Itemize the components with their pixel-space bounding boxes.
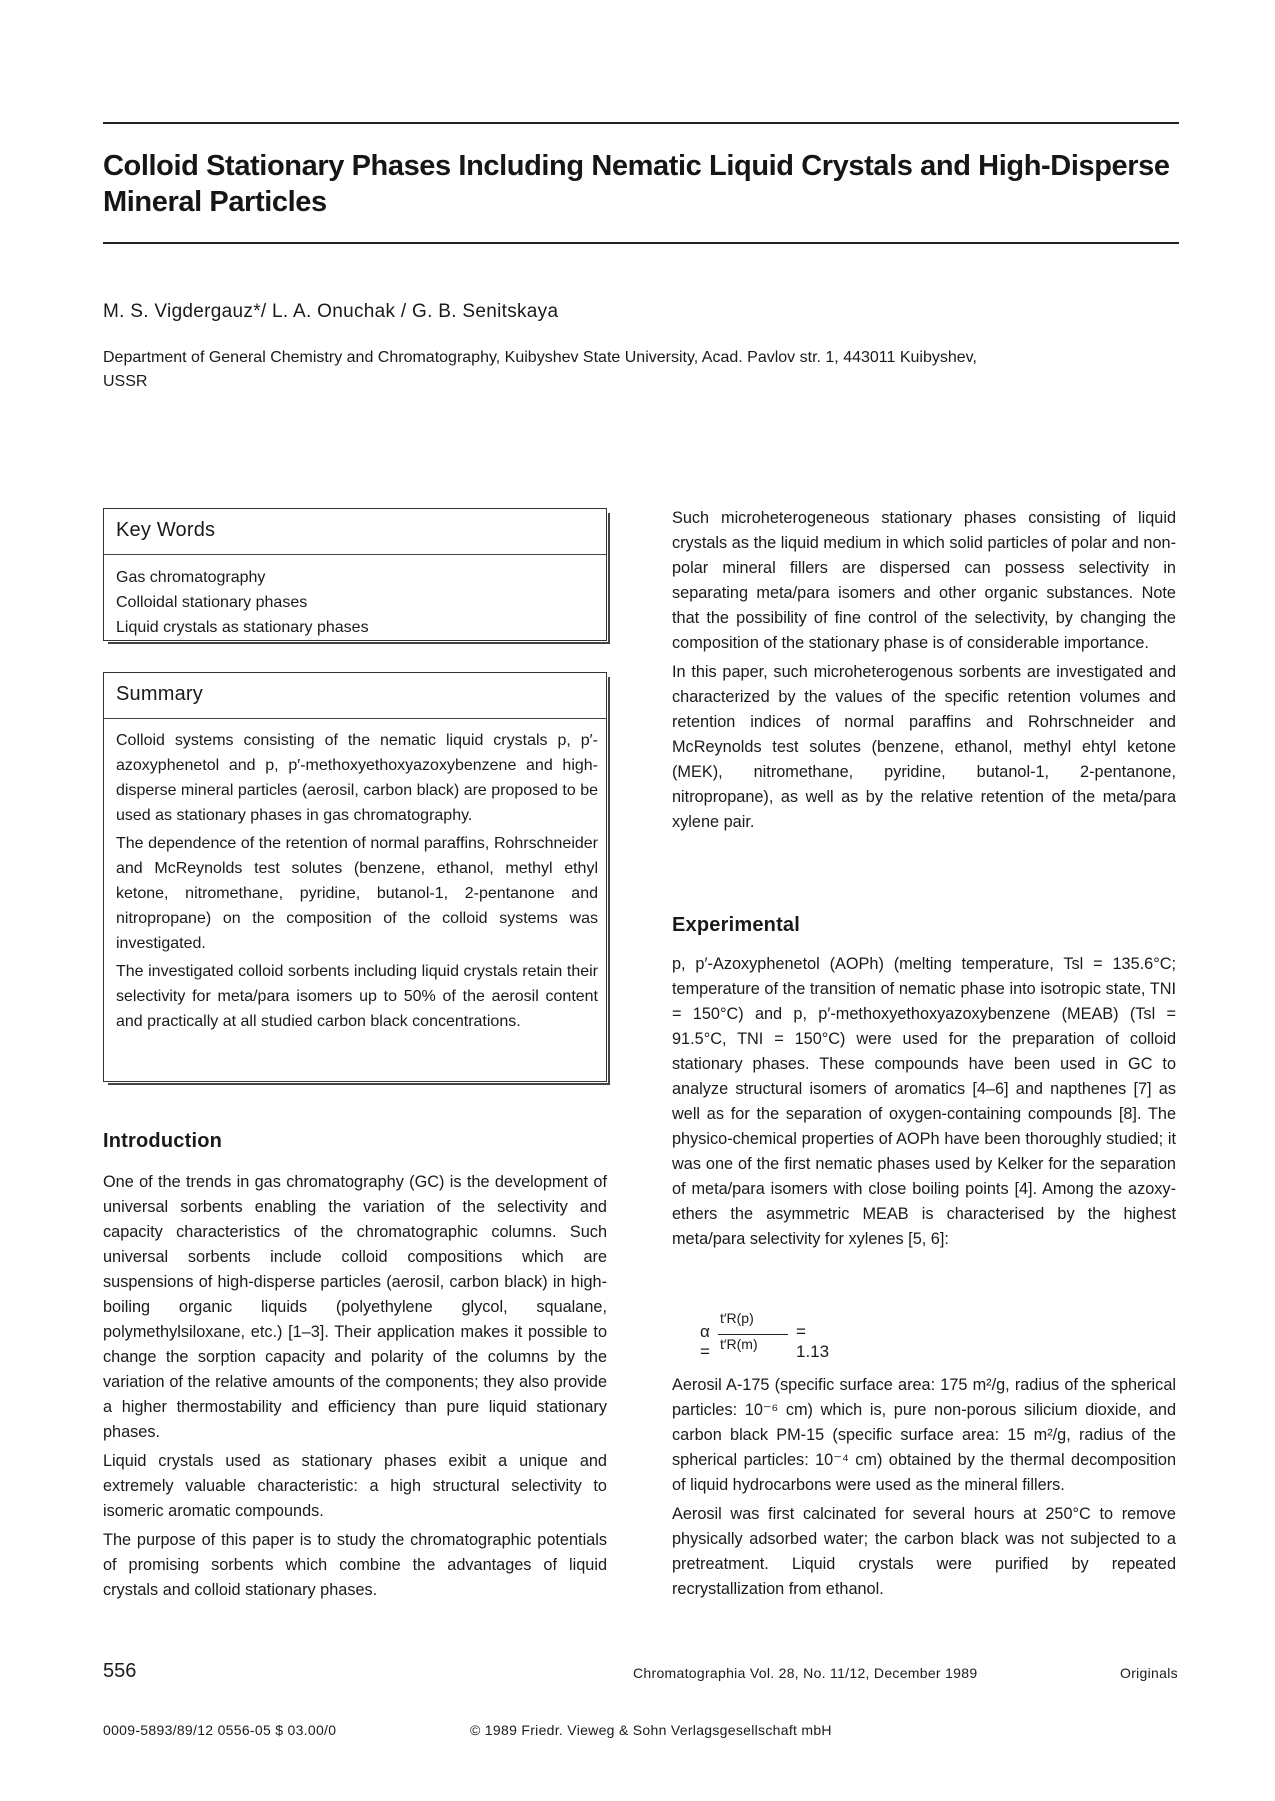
- formula-denominator: t′R(m): [720, 1336, 758, 1352]
- copyright: © 1989 Friedr. Vieweg & Sohn Verlagsgesellschaft mbH: [470, 1722, 832, 1738]
- introduction-heading: Introduction: [103, 1130, 223, 1152]
- summary-body: [116, 728, 598, 1037]
- keyword-item: Gas chromatography: [116, 569, 266, 586]
- introduction-body: [103, 1170, 607, 1607]
- authors: M. S. Vigdergauz*/ L. A. Onuchak / G. B. Senitskaya: [103, 301, 559, 322]
- introduction-paragraph: The purpose of this paper is to study the chromatographic potentials of promising sorbents which combine the advantages of liquid crystals and colloid stationary phases.: [103, 1531, 607, 1599]
- experimental-body-2: [672, 1373, 1176, 1606]
- paper-title: Colloid Stationary Phases Including Nematic Liquid Crystals and High-Disperse Mineral Particles: [103, 150, 1170, 218]
- summary-box: [103, 672, 607, 1082]
- right-intro-paragraph: Such microheterogeneous stationary phases consisting of liquid crystals as the liquid medium in which solid particles of polar and non-polar mineral fillers are dispersed can possess selectivity in separating meta/para isomers and other organic substances. Note that the possibility of fine control of the selectivity, by changing the composition of the stationary phase is of considerable importance.: [672, 509, 1176, 652]
- formula-result: = 1.13: [796, 1322, 830, 1361]
- journal-reference: Chromatographia Vol. 28, No. 11/12, December 1989: [633, 1665, 978, 1681]
- experimental-paragraph: Aerosil A-175 (specific surface area: 175 m²/g, radius of the spherical particles: 10⁻⁶ cm) which is, pure non-porous silicium dioxide, and carbon black PM-15 (specific surface area: 15 m²/g, radius of the spherical particles: 10⁻⁴ cm) obtained by the thermal decomposition of liquid hydrocarbons were used as the mineral fillers.: [672, 1376, 1176, 1494]
- keywords-box: [103, 508, 607, 641]
- keywords-heading: Key Words: [116, 519, 216, 541]
- experimental-paragraph: Aerosil was first calcinated for several hours at 250°C to remove physically adsorbed water; the carbon black was not subjected to a pretreatment. Liquid crystals were purified by repeated recrystallization from ethanol.: [672, 1505, 1176, 1598]
- title-rule: [103, 242, 1179, 244]
- top-rule: [103, 122, 1179, 124]
- experimental-heading: Experimental: [672, 914, 801, 936]
- introduction-paragraph: Liquid crystals used as stationary phases exibit a unique and extremely valuable characteristic: a high structural selectivity to isomeric aromatic compounds.: [103, 1452, 607, 1520]
- affiliation: Department of General Chemistry and Chromatography, Kuibyshev State University, Acad. Pavlov str. 1, 443011 Kuibyshev, USSR: [103, 349, 977, 390]
- page-number: 556: [103, 1660, 137, 1682]
- right-intro-paragraph: In this paper, such microheterogenous sorbents are investigated and characterized by the values of the specific retention volumes and retention indices of normal paraffins and Rohrschneider and McReynolds test solutes (benzene, ethanol, methyl ehtyl ketone (MEK), nitromethane, pyridine, butanol-1, 2-pentanone, nitropropane), as well as by the relative retention of the meta/para xylene pair.: [672, 663, 1176, 831]
- keyword-item: Liquid crystals as stationary phases: [116, 619, 369, 636]
- section-label: Originals: [1120, 1665, 1178, 1681]
- keywords-list: [116, 565, 369, 640]
- keywords-divider: [104, 554, 606, 555]
- introduction-paragraph: One of the trends in gas chromatography (GC) is the development of universal sorbents enabling the variation of the selectivity and capacity characteristics of the chromatographic columns. Such universal sorbents include colloid compositions which are suspensions of high-disperse particles (aerosil, carbon black) in high-boiling organic liquids (polyethylene glycol, squalane, polymethylsiloxane, etc.) [1–3]. Their application makes it possible to change the sorption capacity and polarity of the columns by the variation of the relative amounts of the components; they also provide a higher thermostability and efficiency than pure liquid stationary phases.: [103, 1173, 607, 1441]
- issn-code: 0009-5893/89/12 0556-05 $ 03.00/0: [103, 1722, 337, 1738]
- summary-heading: Summary: [116, 683, 203, 705]
- summary-divider: [104, 718, 606, 719]
- keyword-item: Colloidal stationary phases: [116, 594, 308, 611]
- experimental-paragraph: p, p′-Azoxyphenetol (AOPh) (melting temperature, Tsl = 135.6°C; temperature of the transition of nematic phase into isotropic state, TNI = 150°C) and p, p′-methoxyethoxyazoxybenzene (MEAB) (Tsl = 91.5°C, TNI = 150°C) were used for the preparation of colloid stationary phases. These compounds have been used in GC to analyze structural isomers of aromatics [4–6] and napthenes [7] as well as for the separation of oxygen-containing compounds [8]. The physico-chemical properties of AOPh have been thoroughly studied; it was one of the first nematic phases used by Kelker for the separation of meta/para isomers with close boiling points [4]. Among the azoxy-ethers the asymmetric MEAB is characterised by the highest meta/para selectivity for xylenes [5, 6]:: [672, 955, 1176, 1248]
- formula-fraction-bar: [718, 1334, 788, 1335]
- experimental-body-1: [672, 952, 1176, 1256]
- formula-numerator: t′R(p): [720, 1310, 754, 1326]
- summary-paragraph: The dependence of the retention of normal paraffins, Rohrschneider and McReynolds test solutes (benzene, ethanol, methyl ethyl ketone, nitromethane, pyridine, butanol-1, 2-pentanone and nitropropane) on the composition of the colloid systems was investigated.: [116, 835, 598, 952]
- right-intro-body: [672, 506, 1176, 839]
- summary-paragraph: Colloid systems consisting of the nematic liquid crystals p, p′-azoxyphenetol and p, p′-methoxyethoxyazoxybenzene and high-disperse mineral particles (aerosil, carbon black) are proposed to be used as stationary phases in gas chromatography.: [116, 732, 599, 824]
- formula-alpha: α =: [700, 1322, 710, 1361]
- summary-paragraph: The investigated colloid sorbents including liquid crystals retain their selectivity for meta/para isomers up to 50% of the aerosil content and practically at all studied carbon black concentrations.: [116, 963, 598, 1030]
